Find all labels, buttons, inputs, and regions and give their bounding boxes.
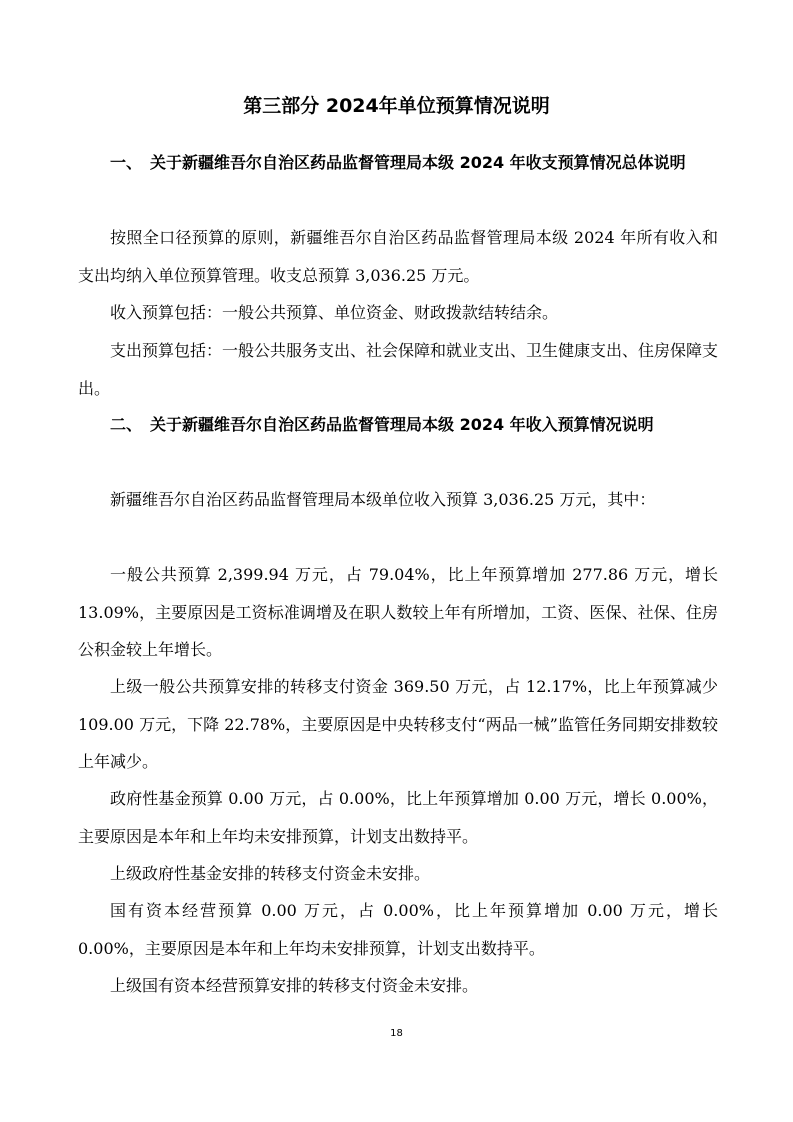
section-2-paragraph-7: 上级国有资本经营预算安排的转移支付资金未安排。 [110, 976, 479, 995]
section-2-paragraph-3: 上级一般公共预算安排的转移支付资金 369.50 万元，占 12.17%，比上年预算减少 109.00 万元，下降 22.78%，主要原因是中央转移支付“两品一械”监管任务同期安排数较上年减少。 [78, 677, 718, 771]
section-2-heading: 二、 关于新疆维吾尔自治区药品监督管理局本级 2024 年收入预算情况说明 [110, 415, 654, 434]
section-1-paragraph-1: 按照全口径预算的原则，新疆维吾尔自治区药品监督管理局本级 2024 年所有收入和支出均纳入单位预算管理。收支总预算 3,036.25 万元。 [78, 228, 718, 285]
section-2-paragraph-1: 新疆维吾尔自治区药品监督管理局本级单位收入预算 3,036.25 万元，其中： [110, 490, 656, 509]
page-title: 第三部分 2024年单位预算情况说明 [243, 95, 550, 117]
section-1-paragraph-3: 支出预算包括：一般公共服务支出、社会保障和就业支出、卫生健康支出、住房保障支出。 [78, 341, 719, 398]
section-2-paragraph-2: 一般公共预算 2,399.94 万元，占 79.04%，比上年预算增加 277.86 万元，增长 13.09%，主要原因是工资标准调增及在职人数较上年有所增加，工资、医保、社保、住房公积金较上年增长。 [78, 565, 718, 659]
section-2-paragraph-4: 政府性基金预算 0.00 万元，占 0.00%，比上年预算增加 0.00 万元，增长 0.00%，主要原因是本年和上年均未安排预算，计划支出数持平。 [78, 789, 718, 846]
section-1-paragraph-2: 收入预算包括：一般公共预算、单位资金、财政拨款结转结余。 [110, 303, 559, 322]
page-number: 18 [390, 1028, 403, 1039]
section-1-heading: 一、 关于新疆维吾尔自治区药品监督管理局本级 2024 年收支预算情况总体说明 [110, 153, 686, 172]
section-2-paragraph-5: 上级政府性基金安排的转移支付资金未安排。 [110, 864, 431, 883]
section-2-paragraph-6: 国有资本经营预算 0.00 万元，占 0.00%，比上年预算增加 0.00 万元，增长 0.00%，主要原因是本年和上年均未安排预算，计划支出数持平。 [78, 901, 718, 958]
